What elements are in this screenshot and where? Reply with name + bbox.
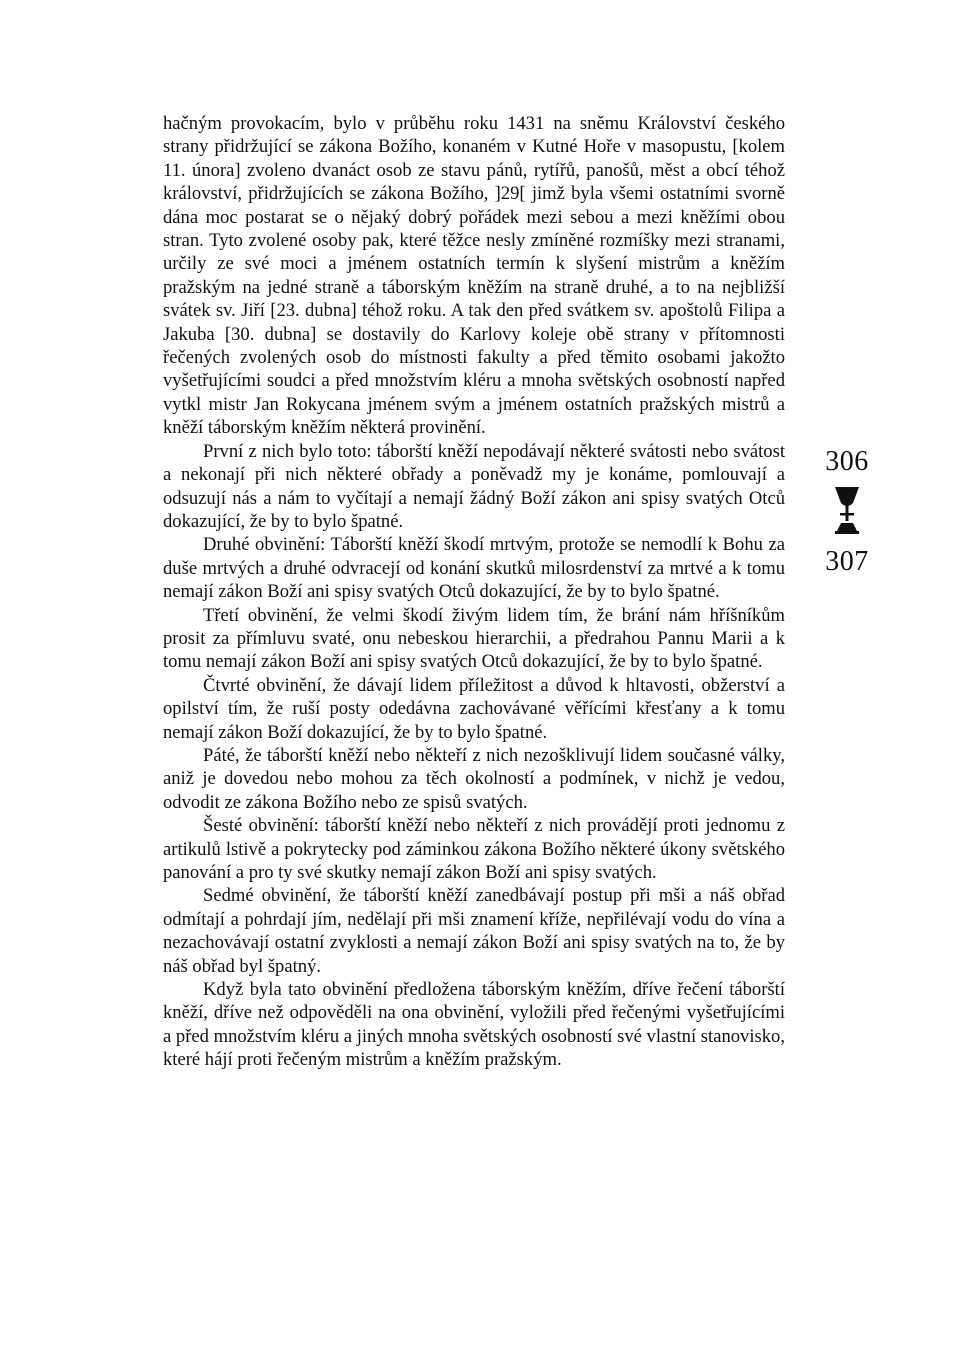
margin-page-number-bottom: 307 [825,546,869,577]
paragraph-3: Druhé obvinění: Táborští kněží škodí mrtvým, protože se nemodlí k Bohu za duše mrtvých a druhé odvracejí od konání skutků milosrdenství za mrtvé a k tomu nemají zákon Boží ani spisy svatých Otců dokazující, že by to bylo špatné. [163,534,785,603]
paragraph-2: První z nich bylo toto: táborští kněží nepodávají některé svátosti nebo svátost a nekonají při nich některé obřady a poněvadž my je konáme, pomlouvají a odsuzují nás a nám to vyčítají a nemají žádný Boží zákon ani spisy svatých Otců dokazující, že by to bylo špatné. [163,440,785,532]
paragraph-8: Sedmé obvinění, že táborští kněží zanedbávají postup při mši a náš obřad odmítají a pohrdají jím, nedělají při mši znamení kříže, nepřilévají vodu do vína a nezachovávají ostatní zvyklosti a nemají zákon Boží ani spisy svatých na to, že by náš obřad byl špatný. [163,885,785,977]
paragraph-7: Šesté obvinění: táborští kněží nebo někteří z nich provádějí proti jednomu z artikulů lstivě a pokrytecky pod záminkou zákona Božího některé úkony světského panování a pro ty své skutky nemají zákon Boží ani spisy svatých. [163,815,785,883]
body-text [163,112,785,1072]
margin-page-marker [812,445,882,579]
paragraph-1: hačným provokacím, bylo v průběhu roku 1431 na sněmu Království českého strany přidržující se zákona Božího, konaném v Kutné Hoře v masopustu, [kolem 11. února] zvoleno dvanáct osob ze stavu pánů, rytířů, panošů, měst a obcí téhož království, přidržujících se zákona Božího, ]29[ jimž byla všemi ostatními svorně dána moc postarat se o nějaký dobrý pořádek mezi sebou a mezi kněžími obou stran. Tyto zvolené osoby pak, které těžce nesly zmíněné rozmíšky mezi stranami, určily ze své moci a jménem ostatních termín k slyšení mistrům a kněžím pražským na jedné straně a táborským kněžím na straně druhé, a to na nejbližší svátek sv. Jiří [23. dubna] téhož roku. A tak den před svátkem sv. apoštolů Filipa a Jakuba [30. dubna] se dostavily do Karlovy koleje obě strany v přítomnosti řečených zvolených osob do místnosti fakulty a před těmito osobami jakožto vyšetřujícími soudci a před množstvím kléru a mnoha světských osobností napřed vytkl mistr Jan Rokycana jménem svým a jménem ostatních pražských mistrů a kněží táborským kněžím některá provinění. [163,113,785,439]
chalice-icon [831,485,863,539]
margin-page-number-top: 306 [825,446,869,477]
paragraph-9: Když byla tato obvinění předložena táborským kněžím, dříve řečení táborští kněží, dříve než odpověděli na ona obvinění, vyložili před řečenými vyšetřujícími a před množstvím kléru a jiných mnoha světských osobností své vlastní stanovisko, které hájí proti řečeným mistrům a kněžím pražským. [163,979,785,1071]
paragraph-5: Čtvrté obvinění, že dávají lidem příležitost a důvod k hltavosti, obžerství a opilství tím, že ruší posty odedávna zachovávané věřícími křesťany a k tomu nemají zákon Boží dokazující, že by to bylo špatné. [163,674,785,743]
paragraph-6: Páté, že táborští kněží nebo někteří z nich nezošklivují lidem současné války, aniž je dovedou nebo mohou za těch okolností a podmínek, v nichž je vedou, odvodit ze zákona Božího nebo ze spisů svatých. [163,744,785,813]
paragraph-4: Třetí obvinění, že velmi škodí živým lidem tím, že brání nám hříšníkům prosit za přímluvu svaté, onu nebeskou hierarchii, a předrahou Pannu Marii a k tomu nemají zákon Boží ani spisy svatých Otců dokazující, že by to bylo špatné. [163,604,785,673]
